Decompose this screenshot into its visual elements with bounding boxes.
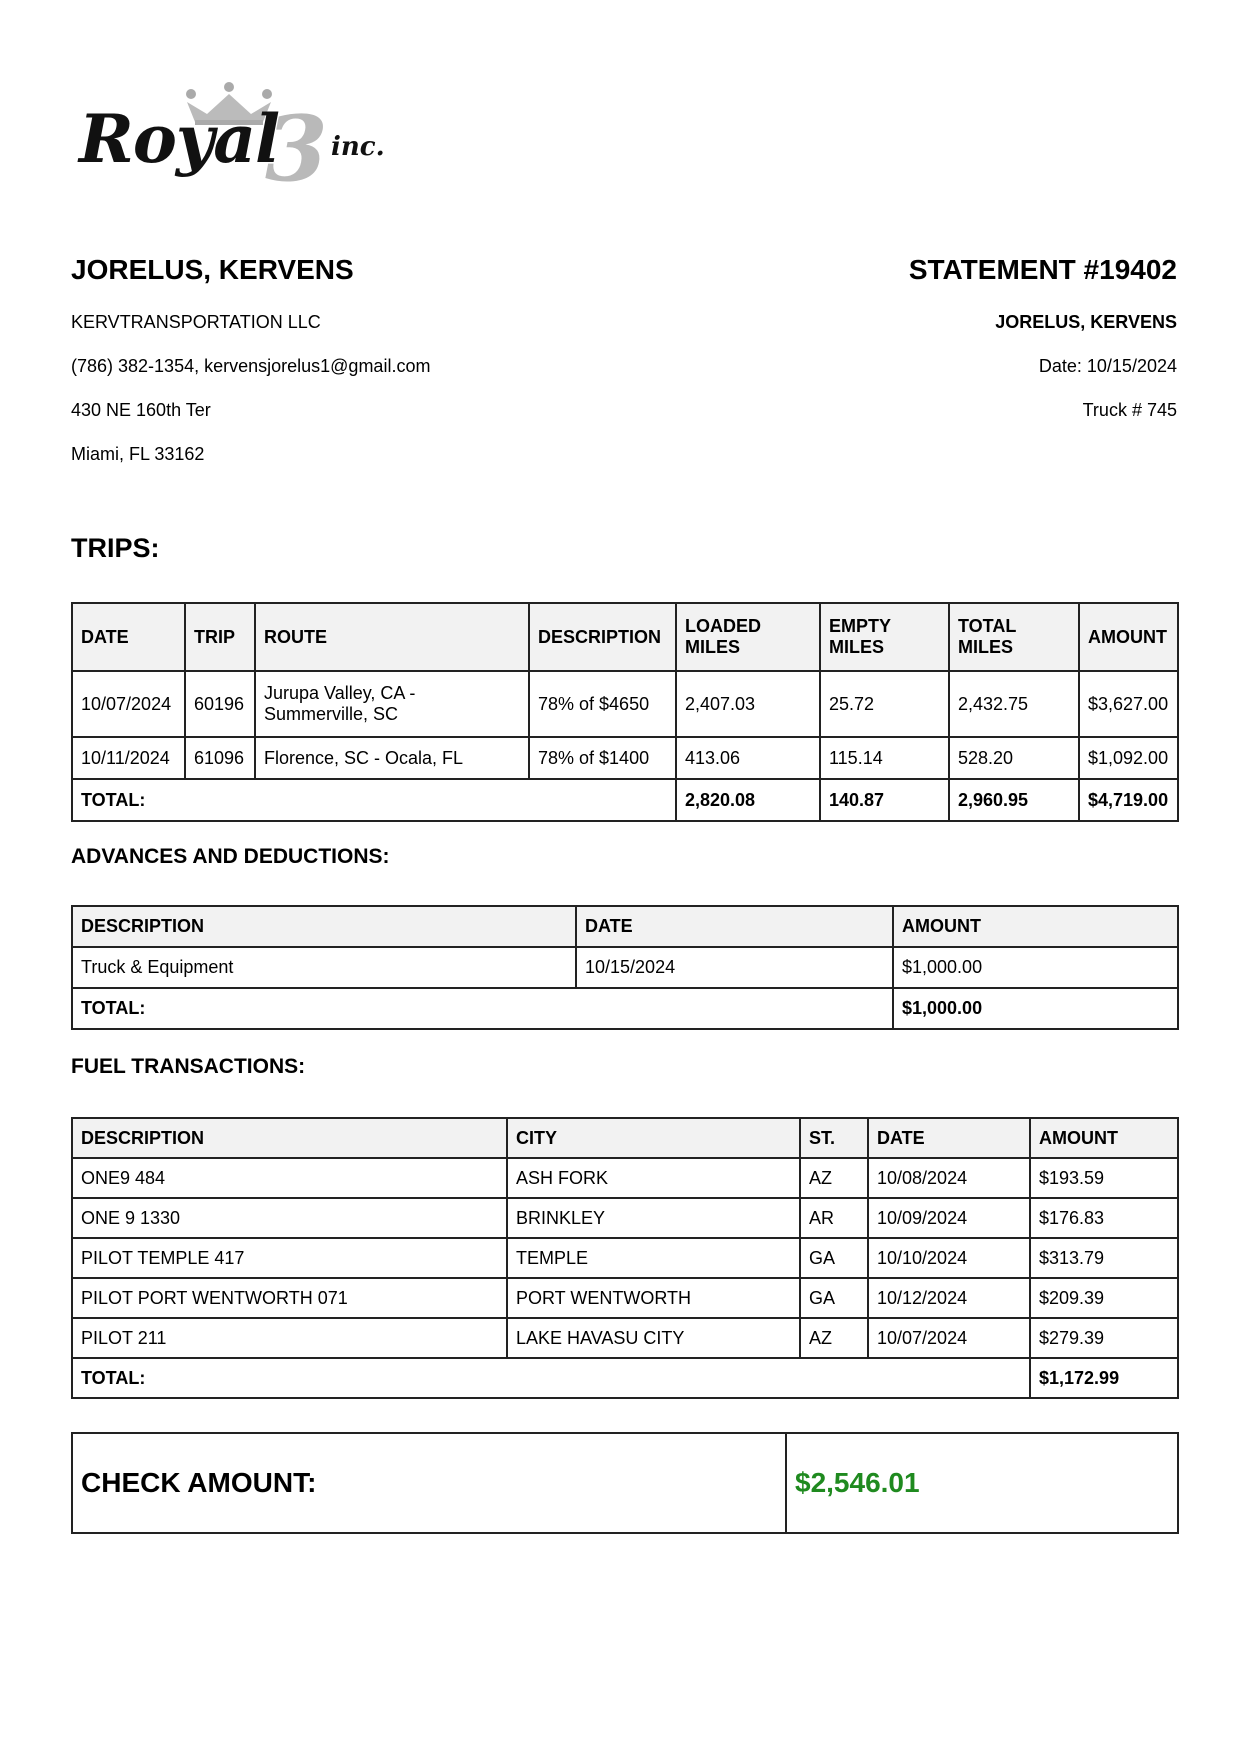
cell-city: TEMPLE — [507, 1238, 800, 1278]
table-row — [72, 671, 1178, 737]
check-amount-box — [71, 1432, 1179, 1534]
driver-contact: (786) 382-1354, kervensjorelus1@gmail.com — [71, 356, 431, 376]
cell-amount: $279.39 — [1030, 1318, 1178, 1358]
cell-amount: $3,627.00 — [1079, 671, 1178, 737]
cell-loaded-miles: 2,407.03 — [676, 671, 820, 737]
cell-state: GA — [800, 1278, 868, 1318]
cell-city: BRINKLEY — [507, 1198, 800, 1238]
statement-truck: Truck # 745 — [1082, 400, 1177, 420]
cell-description: 78% of $1400 — [529, 737, 676, 779]
statement-page — [71, 0, 1177, 1754]
cell-description: ONE 9 1330 — [72, 1198, 507, 1238]
cell-trip: 60196 — [185, 671, 255, 737]
statement-name: JORELUS, KERVENS — [995, 312, 1177, 332]
cell-description: Truck & Equipment — [72, 947, 576, 988]
table-header-row — [72, 1118, 1178, 1158]
fuel-table — [71, 1117, 1179, 1399]
cell-date: 10/07/2024 — [868, 1318, 1030, 1358]
header-route: ROUTE — [255, 603, 529, 671]
total-row — [72, 779, 1178, 821]
cell-loaded-miles: 413.06 — [676, 737, 820, 779]
header-description: DESCRIPTION — [72, 1118, 507, 1158]
logo-suffix: inc. — [331, 132, 385, 162]
table-row — [72, 1238, 1178, 1278]
check-row — [72, 1433, 1178, 1533]
table-row — [72, 947, 1178, 988]
total-loaded-miles: 2,820.08 — [676, 779, 820, 821]
cell-total-miles: 2,432.75 — [949, 671, 1079, 737]
logo-number: 3 — [265, 96, 328, 202]
cell-date: 10/10/2024 — [868, 1238, 1030, 1278]
cell-city: ASH FORK — [507, 1158, 800, 1198]
check-amount-label: CHECK AMOUNT: — [72, 1433, 786, 1533]
cell-date: 10/11/2024 — [72, 737, 185, 779]
cell-description: PILOT PORT WENTWORTH 071 — [72, 1278, 507, 1318]
statement-title: STATEMENT #19402 — [908, 254, 1177, 285]
total-amount: $4,719.00 — [1079, 779, 1178, 821]
total-amount: $1,172.99 — [1030, 1358, 1178, 1398]
company-logo — [79, 78, 389, 202]
driver-company: KERVTRANSPORTATION LLC — [71, 312, 321, 332]
cell-date: 10/12/2024 — [868, 1278, 1030, 1318]
cell-description: ONE9 484 — [72, 1158, 507, 1198]
advances-title: ADVANCES AND DEDUCTIONS: — [71, 845, 390, 868]
total-row — [72, 1358, 1178, 1398]
total-row — [72, 988, 1178, 1029]
header-date: DATE — [72, 603, 185, 671]
cell-description: 78% of $4650 — [529, 671, 676, 737]
cell-amount: $176.83 — [1030, 1198, 1178, 1238]
total-label: TOTAL: — [72, 779, 676, 821]
cell-amount: $313.79 — [1030, 1238, 1178, 1278]
header-amount: AMOUNT — [1030, 1118, 1178, 1158]
logo-word: Royal — [79, 100, 280, 178]
table-row — [72, 1198, 1178, 1238]
cell-amount: $1,000.00 — [893, 947, 1178, 988]
driver-address-line2: Miami, FL 33162 — [71, 444, 205, 464]
driver-name: JORELUS, KERVENS — [71, 254, 354, 285]
header-description: DESCRIPTION — [529, 603, 676, 671]
header-amount: AMOUNT — [893, 906, 1178, 947]
header-amount: AMOUNT — [1079, 603, 1178, 671]
total-label: TOTAL: — [72, 1358, 1030, 1398]
cell-empty-miles: 115.14 — [820, 737, 949, 779]
header-trip: TRIP — [185, 603, 255, 671]
check-amount-value: $2,546.01 — [786, 1433, 1178, 1533]
header-city: CITY — [507, 1118, 800, 1158]
table-header-row — [72, 603, 1178, 671]
cell-state: AR — [800, 1198, 868, 1238]
cell-state: AZ — [800, 1318, 868, 1358]
cell-city: PORT WENTWORTH — [507, 1278, 800, 1318]
cell-route: Florence, SC - Ocala, FL — [255, 737, 529, 779]
statement-info — [677, 250, 1177, 432]
header-loaded-miles: LOADED MILES — [676, 603, 820, 671]
trips-table — [71, 602, 1179, 822]
fuel-title: FUEL TRANSACTIONS: — [71, 1055, 306, 1078]
header-total-miles: TOTAL MILES — [949, 603, 1079, 671]
cell-route: Jurupa Valley, CA - Summerville, SC — [255, 671, 529, 737]
cell-empty-miles: 25.72 — [820, 671, 949, 737]
header-state: ST. — [800, 1118, 868, 1158]
header-date: DATE — [576, 906, 893, 947]
header-empty-miles: EMPTY MILES — [820, 603, 949, 671]
cell-state: GA — [800, 1238, 868, 1278]
cell-state: AZ — [800, 1158, 868, 1198]
cell-description: PILOT TEMPLE 417 — [72, 1238, 507, 1278]
cell-city: LAKE HAVASU CITY — [507, 1318, 800, 1358]
driver-address-line1: 430 NE 160th Ter — [71, 400, 211, 420]
total-amount: $1,000.00 — [893, 988, 1178, 1029]
cell-amount: $1,092.00 — [1079, 737, 1178, 779]
header-date: DATE — [868, 1118, 1030, 1158]
cell-date: 10/07/2024 — [72, 671, 185, 737]
table-row — [72, 1278, 1178, 1318]
cell-amount: $209.39 — [1030, 1278, 1178, 1318]
header-description: DESCRIPTION — [72, 906, 576, 947]
cell-date: 10/08/2024 — [868, 1158, 1030, 1198]
cell-amount: $193.59 — [1030, 1158, 1178, 1198]
total-label: TOTAL: — [72, 988, 893, 1029]
table-row — [72, 737, 1178, 779]
table-row — [72, 1158, 1178, 1198]
cell-date: 10/15/2024 — [576, 947, 893, 988]
table-header-row — [72, 906, 1178, 947]
trips-title: TRIPS: — [71, 533, 160, 563]
total-empty-miles: 140.87 — [820, 779, 949, 821]
statement-date: Date: 10/15/2024 — [1038, 356, 1177, 376]
driver-info — [71, 250, 671, 476]
advances-table — [71, 905, 1179, 1030]
total-miles: 2,960.95 — [949, 779, 1079, 821]
cell-total-miles: 528.20 — [949, 737, 1079, 779]
table-row — [72, 1318, 1178, 1358]
cell-description: PILOT 211 — [72, 1318, 507, 1358]
cell-trip: 61096 — [185, 737, 255, 779]
cell-date: 10/09/2024 — [868, 1198, 1030, 1238]
